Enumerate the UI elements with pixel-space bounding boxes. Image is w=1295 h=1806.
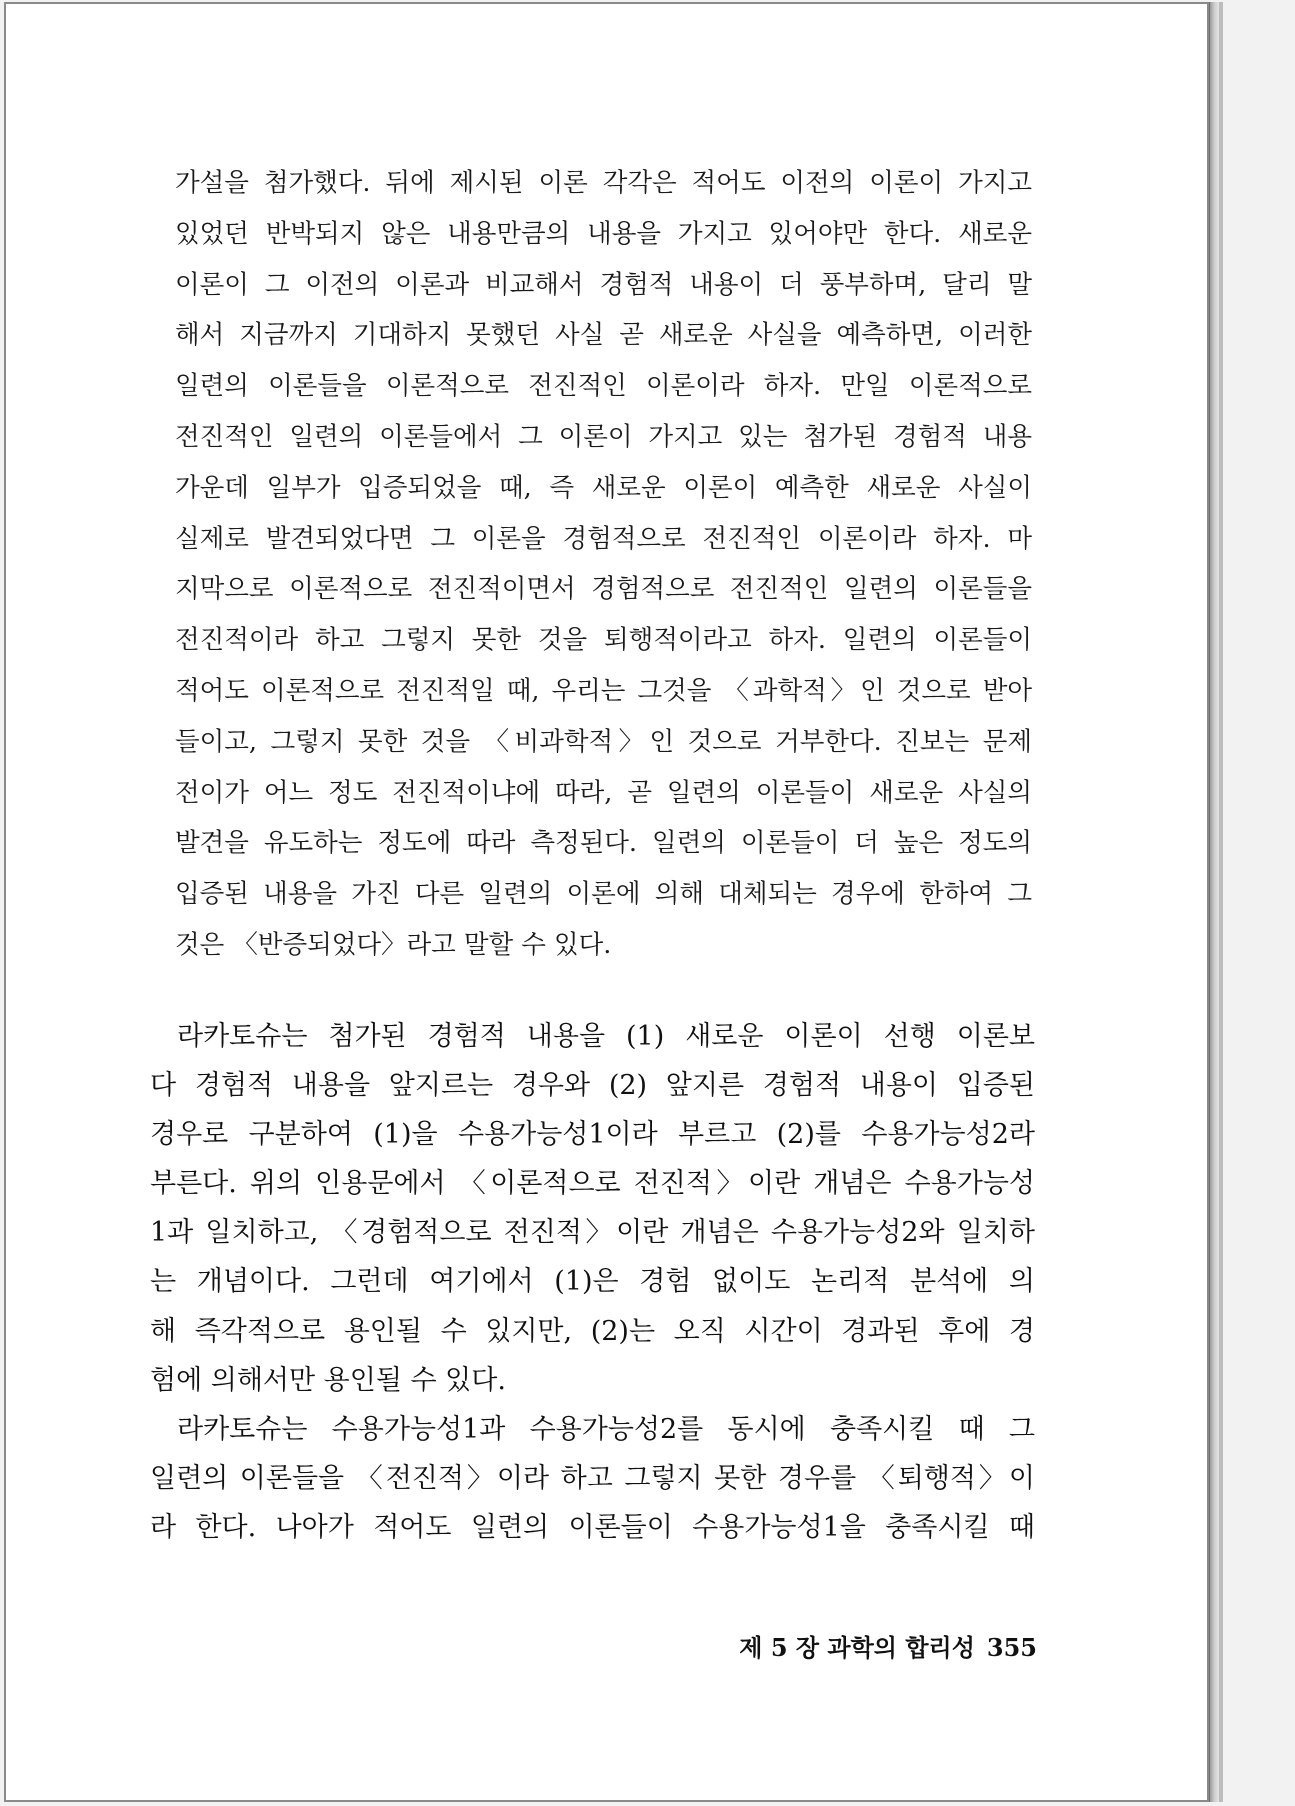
quote-line: 적어도 이론적으로 전진적일 때, 우리는 그것을 〈과학적〉인 것으로 받아	[175, 675, 1032, 706]
running-footer	[739, 1628, 1037, 1663]
quote-line: 전진적이라 하고 그렇지 못한 것을 퇴행적이라고 하자. 일련의 이론들이	[175, 625, 1032, 656]
quote-line: 이론이 그 이전의 이론과 비교해서 경험적 내용이 더 풍부하며, 달리 말	[175, 269, 1032, 300]
quote-line: 있었던 반박되지 않은 내용만큼의 내용을 가지고 있어야만 한다. 새로운	[175, 218, 1032, 249]
quote-line: 전진적인 일련의 이론들에서 그 이론이 가지고 있는 첨가된 경험적 내용	[175, 421, 1032, 452]
quote-line: 일련의 이론들을 이론적으로 전진적인 이론이라 하자. 만일 이론적으로	[175, 371, 1032, 402]
body-line: 는 개념이다. 그런데 여기에서 (1)은 경험 없이도 논리적 분석에 의	[150, 1266, 1035, 1298]
quote-line: 것은 〈반증되었다〉라고 말할 수 있다.	[175, 929, 612, 960]
page-number: 355	[986, 1633, 1037, 1662]
quote-line: 지막으로 이론적으로 전진적이면서 경험적으로 전진적인 일련의 이론들을	[175, 574, 1032, 605]
quote-line: 가운데 일부가 입증되었을 때, 즉 새로운 이론이 예측한 새로운 사실이	[175, 472, 1032, 503]
page-edge-shadow-outer	[1219, 2, 1223, 1802]
quote-line: 들이고, 그렇지 못한 것을 〈비과학적〉인 것으로 거부한다. 진보는 문제	[175, 726, 1032, 757]
body-line: 험에 의해서만 용인될 수 있다.	[150, 1364, 506, 1396]
quote-line: 전이가 어느 정도 전진적이냐에 따라, 곧 일련의 이론들이 새로운 사실의	[175, 777, 1032, 808]
quote-line: 실제로 발견되었다면 그 이론을 경험적으로 전진적인 이론이라 하자. 마	[175, 523, 1032, 554]
quote-line: 해서 지금까지 기대하지 못했던 사실 곧 새로운 사실을 예측하면, 이러한	[175, 320, 1032, 351]
body-line: 라카토슈는 수용가능성1과 수용가능성2를 동시에 충족시킬 때 그	[177, 1413, 1035, 1445]
body-line: 다 경험적 내용을 앞지르는 경우와 (2) 앞지른 경험적 내용이 입증된	[150, 1070, 1035, 1102]
quote-line: 입증된 내용을 가진 다른 일련의 이론에 의해 대체되는 경우에 한하여 그	[175, 879, 1032, 910]
body-line: 라 한다. 나아가 적어도 일련의 이론들이 수용가능성1을 충족시킬 때	[150, 1511, 1035, 1543]
body-line: 경우로 구분하여 (1)을 수용가능성1이라 부르고 (2)를 수용가능성2라	[150, 1119, 1035, 1151]
quote-line: 발견을 유도하는 정도에 따라 측정된다. 일련의 이론들이 더 높은 정도의	[175, 828, 1032, 859]
body-paragraphs	[150, 1012, 1035, 1552]
body-line: 일련의 이론들을 〈전진적〉이라 하고 그렇지 못한 경우를 〈퇴행적〉이	[150, 1462, 1035, 1494]
body-line: 라카토슈는 첨가된 경험적 내용을 (1) 새로운 이론이 선행 이론보	[177, 1021, 1035, 1052]
body-line: 부른다. 위의 인용문에서 〈이론적으로 전진적〉이란 개념은 수용가능성	[150, 1168, 1035, 1200]
quote-line: 가설을 첨가했다. 뒤에 제시된 이론 각각은 적어도 이전의 이론이 가지고	[175, 168, 1032, 198]
chapter-title: 제 5 장 과학의 합리성	[739, 1633, 975, 1662]
body-line: 해 즉각적으로 용인될 수 있지만, (2)는 오직 시간이 경과된 후에 경	[150, 1315, 1035, 1347]
body-line: 1과 일치하고, 〈경험적으로 전진적〉이란 개념은 수용가능성2와 일치하	[150, 1217, 1035, 1249]
block-quote	[175, 158, 1032, 971]
